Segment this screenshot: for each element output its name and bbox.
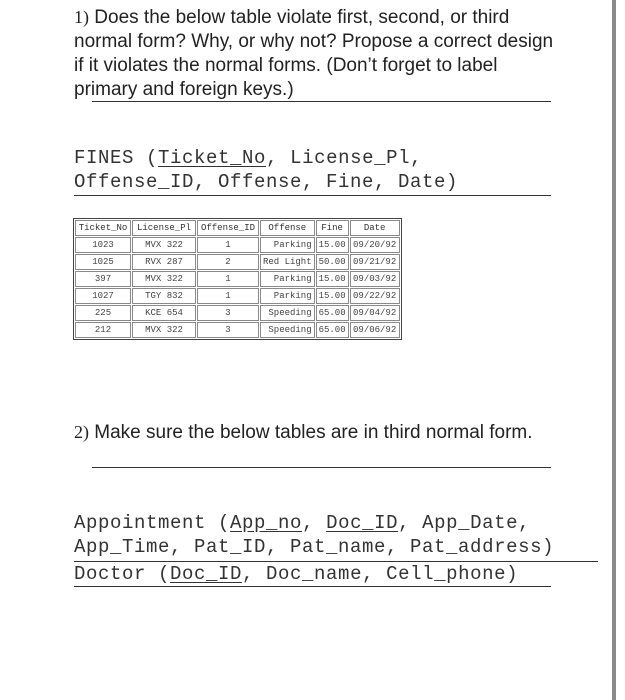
fines-schema-open: (	[134, 147, 159, 169]
appointment-primary-key-1: App_no	[230, 512, 303, 534]
table-cell: 15.00	[316, 237, 349, 253]
fines-table	[73, 218, 402, 340]
page-edge-rule	[612, 0, 616, 700]
fines-schema-name: FINES	[74, 147, 135, 169]
column-header: Ticket_No	[75, 220, 131, 236]
table-cell: 225	[75, 305, 131, 321]
table-cell: 09/04/92	[350, 305, 400, 321]
appointment-schema	[74, 511, 554, 559]
column-header: License_Pl	[132, 220, 196, 236]
question-1-underline	[92, 101, 551, 102]
doctor-schema-name: Doctor	[74, 563, 147, 585]
table-cell: 15.00	[316, 271, 349, 287]
table-cell: 09/21/92	[350, 254, 400, 270]
question-1-text: Does the below table violate first, second, or third normal form? Why, or why not? Propose a correct design if it violates the normal forms. (Don’t forget to label primary and foreign keys.)	[74, 7, 554, 100]
table-cell: Red Light	[260, 254, 315, 270]
table-row	[75, 254, 400, 270]
table-cell: 1	[197, 288, 259, 304]
appointment-primary-key-2: Doc_ID	[326, 512, 399, 534]
table-cell: 1	[197, 271, 259, 287]
table-cell: 09/22/92	[350, 288, 400, 304]
doctor-schema-open: (	[146, 563, 171, 585]
table-cell: 1023	[75, 237, 131, 253]
table-cell: 50.00	[316, 254, 349, 270]
table-cell: 3	[197, 322, 259, 338]
table-cell: 09/03/92	[350, 271, 400, 287]
table-cell: 397	[75, 271, 131, 287]
table-cell: KCE 654	[132, 305, 196, 321]
appointment-schema-open: (	[206, 512, 231, 534]
table-cell: 65.00	[316, 322, 349, 338]
table-cell: MVX 322	[132, 322, 196, 338]
table-cell: 3	[197, 305, 259, 321]
table-cell: Parking	[260, 288, 315, 304]
table-cell: 1025	[75, 254, 131, 270]
fines-table-header-row	[75, 220, 400, 236]
table-row	[75, 271, 400, 287]
table-cell: 09/06/92	[350, 322, 400, 338]
column-header: Offense_ID	[197, 220, 259, 236]
question-1	[74, 5, 554, 102]
table-cell: Speeding	[260, 322, 315, 338]
table-cell: 212	[75, 322, 131, 338]
question-1-number: 1)	[74, 7, 89, 27]
column-header: Fine	[316, 220, 349, 236]
table-cell: Parking	[260, 271, 315, 287]
table-row	[75, 237, 400, 253]
table-cell: 1	[197, 237, 259, 253]
appointment-schema-sep2: , App_Date,	[398, 512, 531, 534]
fines-schema-underline	[74, 195, 551, 196]
fines-schema-sep: , License_Pl,	[266, 147, 423, 169]
doctor-schema	[74, 562, 518, 586]
column-header: Date	[350, 220, 400, 236]
fines-schema-line2: Offense_ID, Offense, Fine, Date)	[74, 171, 459, 193]
doctor-primary-key: Doc_ID	[170, 563, 243, 585]
question-2	[74, 420, 544, 445]
table-row	[75, 288, 400, 304]
table-cell: Parking	[260, 237, 315, 253]
table-cell: 1027	[75, 288, 131, 304]
doctor-schema-underline	[74, 586, 551, 587]
appointment-schema-line2: App_Time, Pat_ID, Pat_name, Pat_address)	[74, 536, 555, 558]
question-2-text: Make sure the below tables are in third normal form.	[94, 422, 533, 443]
appointment-schema-name: Appointment	[74, 512, 207, 534]
fines-schema	[74, 146, 458, 194]
appointment-schema-sep: ,	[302, 512, 327, 534]
table-cell: MVX 322	[132, 237, 196, 253]
question-2-underline	[92, 467, 551, 468]
table-cell: TGY 832	[132, 288, 196, 304]
column-header: Offense	[260, 220, 315, 236]
table-cell: 15.00	[316, 288, 349, 304]
table-cell: 09/20/92	[350, 237, 400, 253]
table-cell: 2	[197, 254, 259, 270]
table-cell: Speeding	[260, 305, 315, 321]
question-2-number: 2)	[74, 422, 89, 442]
table-cell: 65.00	[316, 305, 349, 321]
table-row	[75, 305, 400, 321]
fines-primary-key: Ticket_No	[158, 147, 267, 169]
table-row	[75, 322, 400, 338]
doctor-schema-rest: , Doc_name, Cell_phone)	[242, 563, 519, 585]
table-cell: RVX 287	[132, 254, 196, 270]
table-cell: MVX 322	[132, 271, 196, 287]
